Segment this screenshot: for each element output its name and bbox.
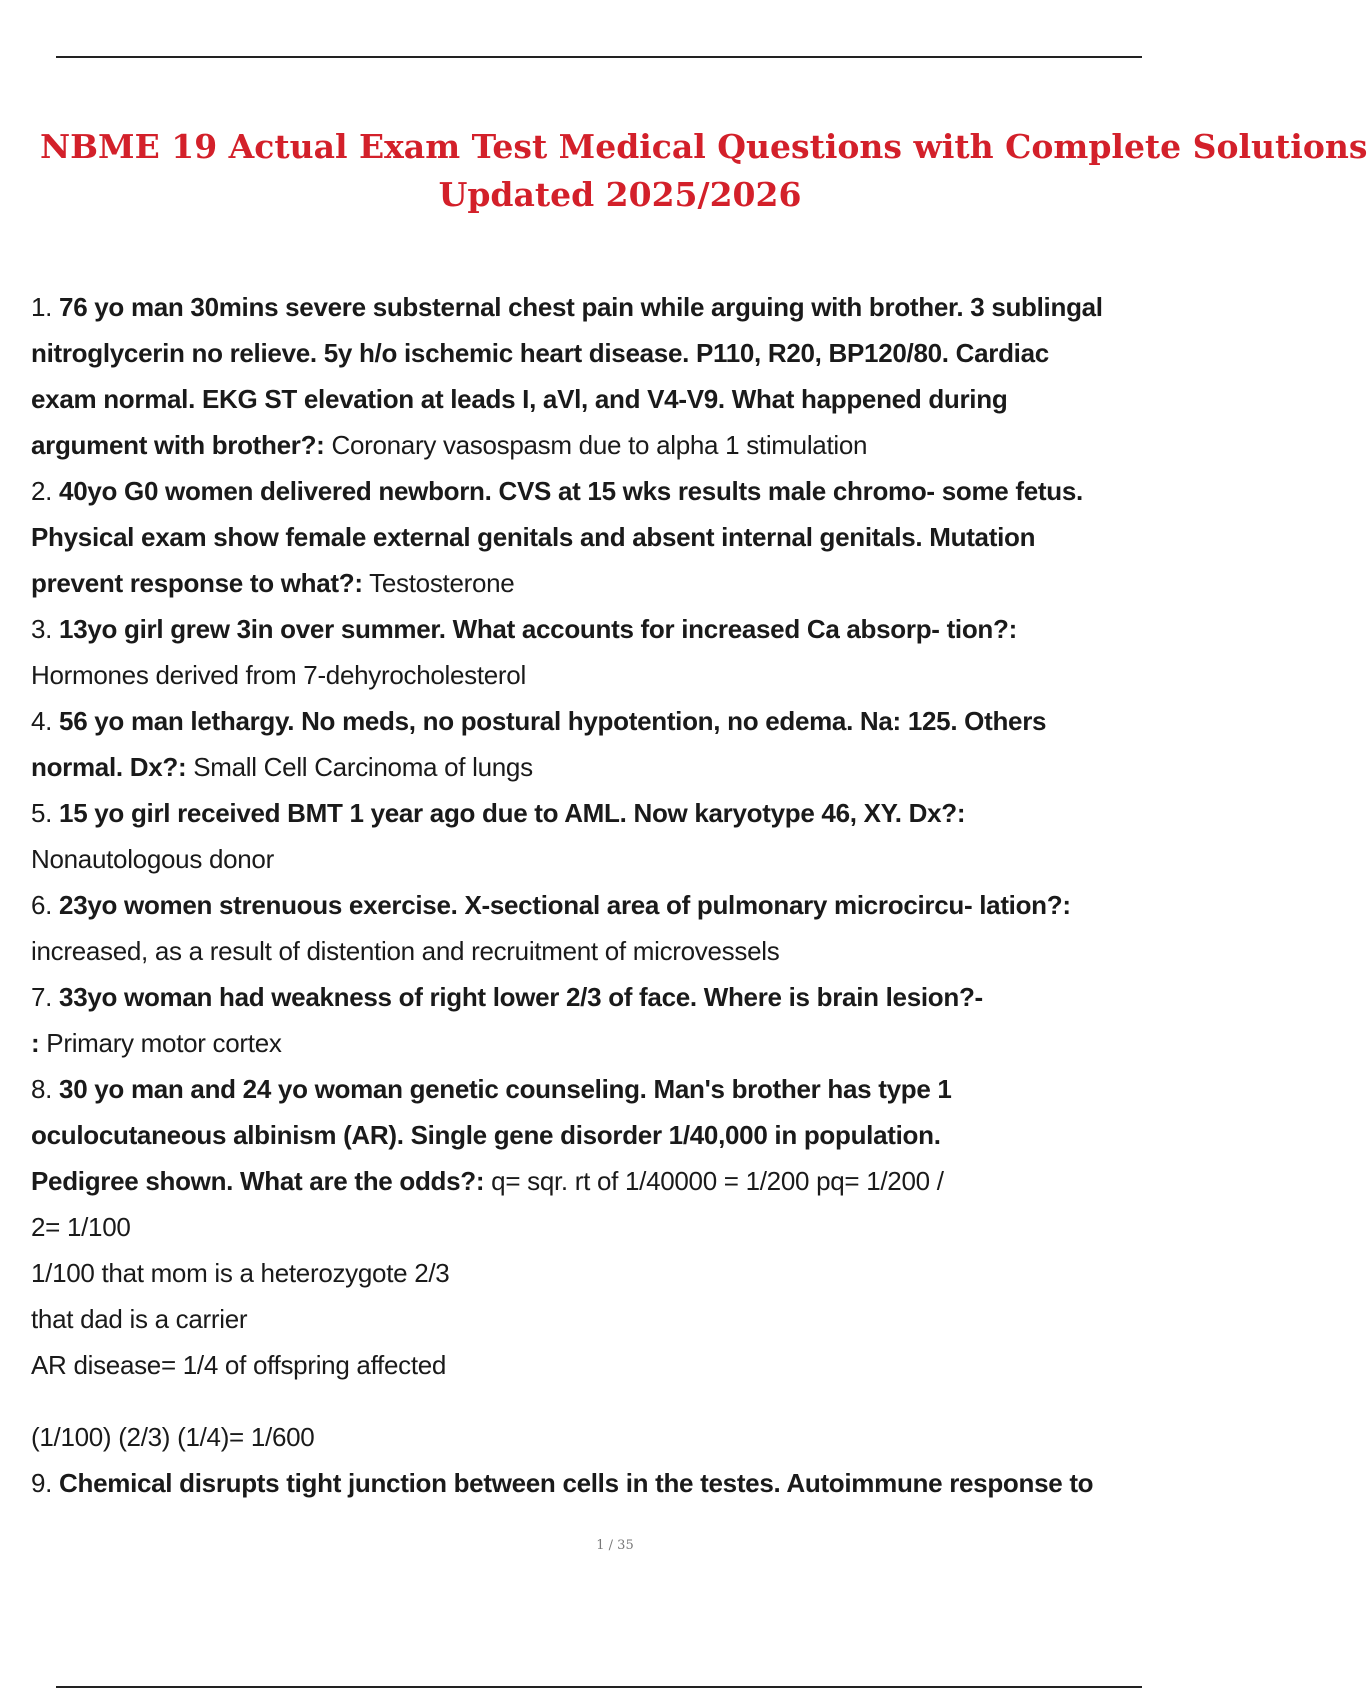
title-line-2: Updated 2025/2026: [438, 175, 802, 214]
question-number: 4.: [31, 706, 53, 736]
question-text: 56 yo man lethargy. No meds, no postural hypotention, no edema. Na: 125. Others: [59, 706, 1047, 736]
answer-text: (1/100) (2/3) (1/4)= 1/600: [31, 1422, 315, 1452]
question-line: [31, 1460, 1191, 1506]
question-line: [31, 514, 1191, 560]
question-text: :: [31, 1028, 40, 1058]
question-text: Pedigree shown. What are the odds?:: [31, 1166, 485, 1196]
question-item: [31, 606, 1191, 698]
question-text: Chemical disrupts tight junction between cells in the testes. Autoimmune response to: [59, 1468, 1094, 1498]
answer-text: increased, as a result of distention and recruitment of microvessels: [31, 936, 780, 966]
bottom-rule: [56, 1686, 1142, 1688]
question-line: [31, 422, 1191, 468]
question-text: Physical exam show female external genitals and absent internal genitals. Mutation: [31, 522, 1036, 552]
question-number: 3.: [31, 614, 53, 644]
answer-text: Coronary vasospasm due to alpha 1 stimulation: [331, 430, 868, 460]
question-line: [31, 1204, 1191, 1250]
question-line: [31, 928, 1191, 974]
question-line: [31, 560, 1191, 606]
question-text: prevent response to what?:: [31, 568, 363, 598]
answer-text: that dad is a carrier: [31, 1304, 248, 1334]
question-item: [31, 790, 1191, 882]
question-text: 40yo G0 women delivered newborn. CVS at 15 wks results male chromo- some fetus.: [59, 476, 1083, 506]
answer-text: Testosterone: [369, 568, 515, 598]
answer-text: Nonautologous donor: [31, 844, 274, 874]
question-line: [31, 1342, 1191, 1388]
question-line: [31, 1296, 1191, 1342]
question-text: nitroglycerin no relieve. 5y h/o ischemic heart disease. P110, R20, BP120/80. Cardiac: [31, 338, 1049, 368]
question-item: [31, 1066, 1191, 1460]
question-text: exam normal. EKG ST elevation at leads I, aVl, and V4-V9. What happened during: [31, 384, 1008, 414]
question-list: [31, 284, 1191, 1506]
question-item: [31, 882, 1191, 974]
question-item: [31, 284, 1191, 468]
question-text: 76 yo man 30mins severe substernal chest pain while arguing with brother. 3 sublingal: [59, 292, 1103, 322]
question-number: 9.: [31, 1468, 53, 1498]
question-line: [31, 330, 1191, 376]
question-line: [31, 882, 1191, 928]
answer-text: Small Cell Carcinoma of lungs: [193, 752, 533, 782]
question-line: [31, 1020, 1191, 1066]
question-text: 15 yo girl received BMT 1 year ago due to AML. Now karyotype 46, XY. Dx?:: [59, 798, 966, 828]
question-number: 6.: [31, 890, 53, 920]
question-text: 23yo women strenuous exercise. X-sectional area of pulmonary microcircu- lation?:: [59, 890, 1071, 920]
question-item: [31, 468, 1191, 606]
question-text: 13yo girl grew 3in over summer. What accounts for increased Ca absorp- tion?:: [59, 614, 1017, 644]
question-line: [31, 1250, 1191, 1296]
question-text: argument with brother?:: [31, 430, 325, 460]
question-number: 2.: [31, 476, 53, 506]
question-line: [31, 468, 1191, 514]
question-line: [31, 1066, 1191, 1112]
top-rule: [56, 56, 1142, 58]
question-line: [31, 1414, 1191, 1460]
title-line-1: NBME 19 Actual Exam Test Medical Questions with Complete Solutions: [40, 127, 1367, 166]
question-line: [31, 1112, 1191, 1158]
question-number: 8.: [31, 1074, 53, 1104]
answer-text: Hormones derived from 7-dehyrocholesterol: [31, 660, 526, 690]
question-item: [31, 698, 1191, 790]
question-text: 30 yo man and 24 yo woman genetic counseling. Man's brother has type 1: [59, 1074, 952, 1104]
question-item: [31, 1460, 1191, 1506]
answer-text: 2= 1/100: [31, 1212, 131, 1242]
question-line: [31, 652, 1191, 698]
page-number: 1 / 35: [596, 1538, 634, 1553]
question-line: [31, 744, 1191, 790]
answer-text: 1/100 that mom is a heterozygote 2/3: [31, 1258, 450, 1288]
question-line: [31, 1158, 1191, 1204]
question-number: 5.: [31, 798, 53, 828]
question-line: [31, 284, 1191, 330]
question-text: 33yo woman had weakness of right lower 2/3 of face. Where is brain lesion?-: [59, 982, 983, 1012]
question-line: [31, 376, 1191, 422]
question-item: [31, 974, 1191, 1066]
question-number: 1.: [31, 292, 53, 322]
answer-text: AR disease= 1/4 of offspring affected: [31, 1350, 447, 1380]
question-number: 7.: [31, 982, 53, 1012]
answer-text: q= sqr. rt of 1/40000 = 1/200 pq= 1/200 /: [491, 1166, 944, 1196]
question-line: [31, 790, 1191, 836]
question-line: [31, 698, 1191, 744]
question-text: normal. Dx?:: [31, 752, 187, 782]
question-line: [31, 836, 1191, 882]
question-line: [31, 974, 1191, 1020]
line-gap: [31, 1388, 1191, 1414]
question-line: [31, 606, 1191, 652]
question-text: oculocutaneous albinism (AR). Single gene disorder 1/40,000 in population.: [31, 1120, 941, 1150]
answer-text: Primary motor cortex: [46, 1028, 282, 1058]
document-title: [40, 123, 1367, 219]
